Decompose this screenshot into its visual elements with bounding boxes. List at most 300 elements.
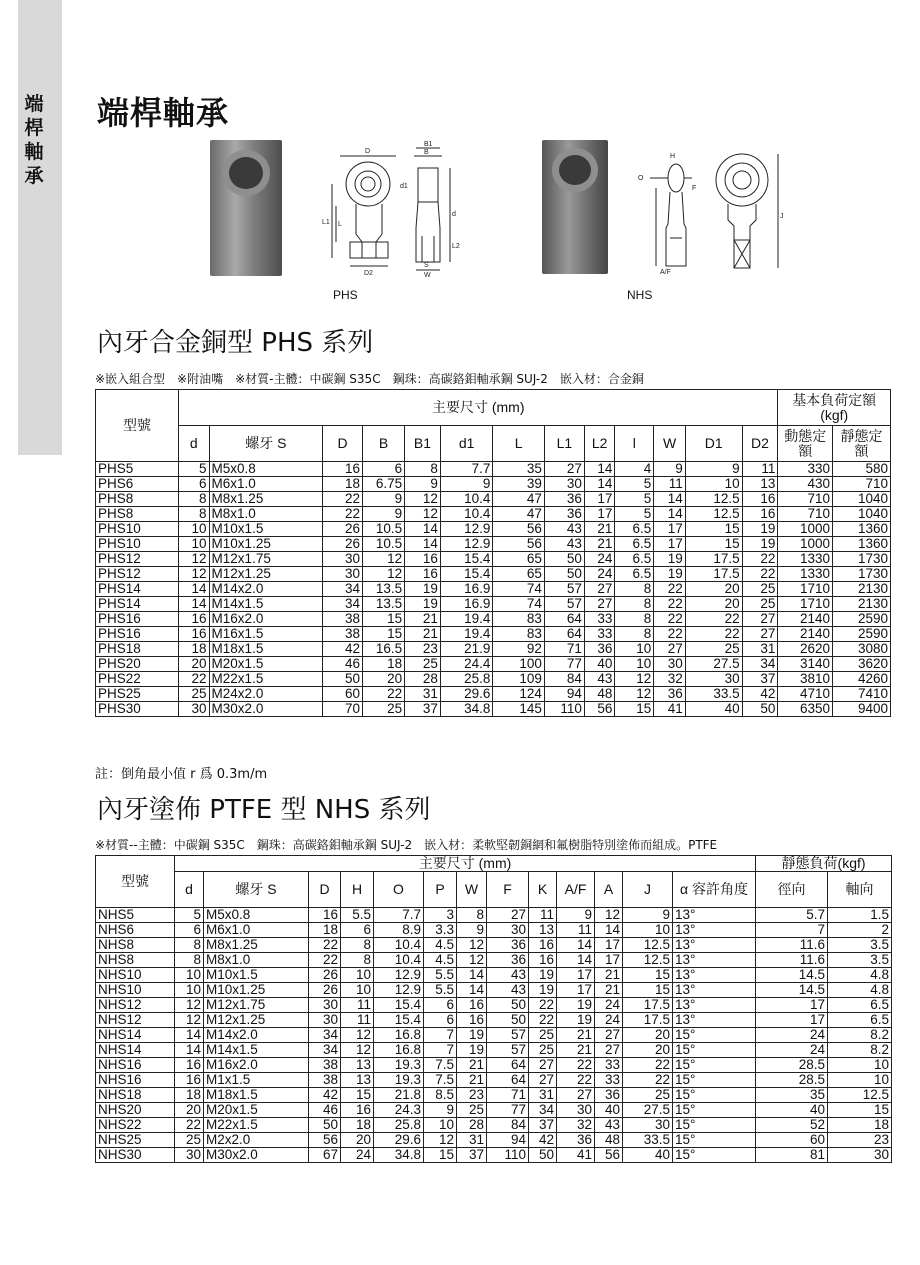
- table-cell: 9: [440, 477, 493, 492]
- table-cell: 16: [175, 1073, 204, 1088]
- table-cell: 19: [742, 522, 778, 537]
- table-cell: 5: [175, 908, 204, 923]
- phs-header-model: 型號: [96, 390, 179, 462]
- table-cell: 30: [544, 477, 584, 492]
- table-cell: 18: [179, 642, 209, 657]
- phs-footnote: 註：倒角最小值 r 爲 0.3m/m: [95, 767, 268, 782]
- table-cell: 13: [341, 1073, 374, 1088]
- table-cell: 42: [309, 1088, 341, 1103]
- table-cell: 124: [493, 687, 545, 702]
- table-cell: 22: [742, 552, 778, 567]
- table-cell: 34: [323, 582, 363, 597]
- table-cell: 1330: [778, 567, 833, 582]
- table-cell: 145: [493, 702, 545, 717]
- svg-text:W: W: [424, 272, 431, 278]
- table-cell: 43: [584, 672, 614, 687]
- table-cell: 13°: [673, 938, 756, 953]
- table-cell: 8: [341, 953, 374, 968]
- table-cell: 21.9: [440, 642, 493, 657]
- table-cell: 15: [685, 537, 742, 552]
- table-cell: 22: [557, 1073, 595, 1088]
- table-cell: 32: [654, 672, 686, 687]
- table-cell: 2140: [778, 612, 833, 627]
- table-row: [96, 507, 891, 522]
- table-cell: 18: [341, 1118, 374, 1133]
- table-cell: 16: [309, 908, 341, 923]
- table-row: [96, 998, 892, 1013]
- table-cell: M6x1.0: [204, 923, 309, 938]
- table-cell: 94: [544, 687, 584, 702]
- table-cell: 19: [654, 567, 686, 582]
- table-cell: 9: [457, 923, 487, 938]
- table-cell: 16.9: [440, 582, 493, 597]
- page-title: 端桿軸承: [97, 94, 230, 132]
- table-cell: 37: [529, 1118, 557, 1133]
- table-cell: 15: [623, 983, 673, 998]
- table-cell: 13°: [673, 983, 756, 998]
- table-cell: 17: [557, 983, 595, 998]
- table-cell: 40: [756, 1103, 828, 1118]
- table-cell: 24: [584, 552, 614, 567]
- table-cell: 16: [529, 938, 557, 953]
- table-row: [96, 1043, 892, 1058]
- nhs-col-header: D: [309, 872, 341, 908]
- table-cell: 8: [179, 507, 209, 522]
- model-cell: PHS14: [96, 582, 179, 597]
- table-cell: 20: [623, 1043, 673, 1058]
- model-cell: NHS16: [96, 1073, 175, 1088]
- table-cell: M22x1.5: [209, 672, 323, 687]
- nhs-header-dims: 主要尺寸 (mm): [175, 856, 756, 872]
- table-cell: 16.8: [374, 1028, 424, 1043]
- table-cell: 74: [493, 582, 545, 597]
- table-cell: 19: [405, 597, 441, 612]
- table-cell: 28.5: [756, 1073, 828, 1088]
- table-row: [96, 1148, 892, 1163]
- table-cell: 19: [529, 968, 557, 983]
- table-cell: 15°: [673, 1133, 756, 1148]
- table-cell: 22: [323, 507, 363, 522]
- table-cell: 19: [405, 582, 441, 597]
- table-cell: 13°: [673, 968, 756, 983]
- table-cell: 22: [685, 627, 742, 642]
- table-cell: 19: [529, 983, 557, 998]
- table-cell: 26: [323, 522, 363, 537]
- table-cell: 6: [424, 998, 457, 1013]
- table-cell: 3810: [778, 672, 833, 687]
- table-cell: 50: [323, 672, 363, 687]
- table-cell: 28.5: [756, 1058, 828, 1073]
- table-cell: 12.5: [685, 507, 742, 522]
- table-cell: 30: [623, 1118, 673, 1133]
- table-cell: 19: [654, 552, 686, 567]
- table-cell: 14: [457, 968, 487, 983]
- table-cell: M8x1.25: [209, 492, 323, 507]
- table-cell: 29.6: [374, 1133, 424, 1148]
- phs-col-header: B: [363, 426, 405, 462]
- table-cell: 17: [557, 968, 595, 983]
- table-cell: 15°: [673, 1088, 756, 1103]
- table-cell: 8.2: [828, 1028, 892, 1043]
- table-cell: 10: [623, 923, 673, 938]
- table-cell: 48: [584, 687, 614, 702]
- table-cell: 33: [584, 612, 614, 627]
- table-cell: 30: [175, 1148, 204, 1163]
- table-cell: 7410: [833, 687, 891, 702]
- table-row: [96, 582, 891, 597]
- svg-text:B: B: [424, 149, 429, 156]
- table-cell: 7: [424, 1028, 457, 1043]
- table-row: [96, 462, 891, 477]
- table-cell: 330: [778, 462, 833, 477]
- table-cell: 2130: [833, 597, 891, 612]
- svg-text:B1: B1: [424, 141, 433, 148]
- sidebar-label: 端桿軸承: [24, 93, 44, 187]
- table-cell: 14: [175, 1043, 204, 1058]
- table-cell: 25: [175, 1133, 204, 1148]
- model-cell: PHS20: [96, 657, 179, 672]
- table-cell: M8x1.25: [204, 938, 309, 953]
- phs-col-header: L: [493, 426, 545, 462]
- nhs-spec-table: [95, 855, 892, 1163]
- table-cell: 19.3: [374, 1058, 424, 1073]
- table-cell: 5: [615, 492, 654, 507]
- table-cell: 23: [457, 1088, 487, 1103]
- table-cell: 12: [424, 1133, 457, 1148]
- table-cell: 16: [175, 1058, 204, 1073]
- table-cell: 5: [179, 462, 209, 477]
- table-cell: 35: [493, 462, 545, 477]
- table-cell: 14: [179, 597, 209, 612]
- table-cell: 40: [623, 1148, 673, 1163]
- table-cell: 67: [309, 1148, 341, 1163]
- table-cell: 12: [179, 552, 209, 567]
- table-cell: 30: [323, 552, 363, 567]
- table-cell: 110: [544, 702, 584, 717]
- table-cell: 39: [493, 477, 545, 492]
- table-cell: 17.5: [685, 567, 742, 582]
- table-cell: 17: [654, 537, 686, 552]
- table-cell: 41: [557, 1148, 595, 1163]
- model-cell: NHS12: [96, 998, 175, 1013]
- table-cell: 10.4: [374, 953, 424, 968]
- table-row: [96, 968, 892, 983]
- model-cell: PHS25: [96, 687, 179, 702]
- table-cell: 2620: [778, 642, 833, 657]
- table-cell: 94: [487, 1133, 529, 1148]
- table-cell: 6.5: [615, 537, 654, 552]
- table-cell: 33: [595, 1073, 623, 1088]
- table-cell: 56: [584, 702, 614, 717]
- table-row: [96, 953, 892, 968]
- table-row: [96, 702, 891, 717]
- model-cell: NHS12: [96, 1013, 175, 1028]
- table-cell: 26: [309, 983, 341, 998]
- table-cell: 20: [685, 582, 742, 597]
- table-cell: 1710: [778, 597, 833, 612]
- table-cell: 27: [529, 1058, 557, 1073]
- table-cell: 20: [175, 1103, 204, 1118]
- table-cell: 6350: [778, 702, 833, 717]
- table-cell: 1000: [778, 537, 833, 552]
- table-cell: 100: [493, 657, 545, 672]
- table-cell: 15: [828, 1103, 892, 1118]
- svg-text:O: O: [638, 175, 644, 182]
- table-cell: 50: [309, 1118, 341, 1133]
- svg-text:S: S: [424, 262, 429, 269]
- table-cell: 22: [309, 938, 341, 953]
- table-cell: 1330: [778, 552, 833, 567]
- table-cell: 4260: [833, 672, 891, 687]
- table-cell: 710: [778, 492, 833, 507]
- table-cell: 34.8: [440, 702, 493, 717]
- table-cell: 24: [584, 567, 614, 582]
- nhs-col-header: A/F: [557, 872, 595, 908]
- table-cell: 47: [493, 492, 545, 507]
- table-cell: 15: [363, 627, 405, 642]
- model-cell: PHS10: [96, 522, 179, 537]
- table-row: [96, 983, 892, 998]
- table-cell: 22: [363, 687, 405, 702]
- table-cell: 25: [179, 687, 209, 702]
- table-cell: 20: [341, 1133, 374, 1148]
- table-cell: 40: [595, 1103, 623, 1118]
- table-row: [96, 1013, 892, 1028]
- table-cell: 2: [828, 923, 892, 938]
- table-cell: 4: [615, 462, 654, 477]
- table-cell: 14.5: [756, 968, 828, 983]
- table-cell: 8: [175, 953, 204, 968]
- table-cell: 27: [595, 1043, 623, 1058]
- svg-text:A/F: A/F: [660, 269, 671, 276]
- table-cell: 10: [615, 642, 654, 657]
- table-row: [96, 1088, 892, 1103]
- table-cell: 28: [405, 672, 441, 687]
- table-cell: 64: [487, 1058, 529, 1073]
- table-cell: 81: [756, 1148, 828, 1163]
- table-cell: 84: [487, 1118, 529, 1133]
- table-cell: 8: [615, 582, 654, 597]
- table-cell: 6: [363, 462, 405, 477]
- table-cell: 15.4: [374, 998, 424, 1013]
- table-cell: 4.8: [828, 983, 892, 998]
- table-cell: 34: [309, 1043, 341, 1058]
- table-cell: 38: [309, 1058, 341, 1073]
- table-cell: M24x2.0: [209, 687, 323, 702]
- model-cell: NHS16: [96, 1058, 175, 1073]
- model-cell: NHS14: [96, 1043, 175, 1058]
- table-cell: 31: [405, 687, 441, 702]
- table-cell: 14.5: [756, 983, 828, 998]
- table-cell: 11.6: [756, 953, 828, 968]
- table-cell: 17: [584, 507, 614, 522]
- nhs-col-header: 螺牙 S: [204, 872, 309, 908]
- table-cell: 22: [323, 492, 363, 507]
- table-cell: 5: [615, 477, 654, 492]
- table-row: [96, 522, 891, 537]
- table-cell: M10x1.25: [209, 537, 323, 552]
- table-cell: 15°: [673, 1058, 756, 1073]
- table-cell: 13: [341, 1058, 374, 1073]
- table-cell: 19.4: [440, 627, 493, 642]
- table-cell: 50: [487, 1013, 529, 1028]
- table-cell: 60: [756, 1133, 828, 1148]
- table-row: [96, 537, 891, 552]
- table-cell: 4.5: [424, 953, 457, 968]
- table-cell: 19: [457, 1043, 487, 1058]
- table-cell: 5.5: [424, 968, 457, 983]
- phs-material-note: ※嵌入組合型 ※附油嘴 ※材質-主體：中碳鋼 S35C 鋼珠：高碳鉻鉬軸承鋼 SUJ-2 嵌入材：合金銅: [95, 372, 644, 386]
- table-cell: 10: [341, 983, 374, 998]
- table-cell: M14x2.0: [209, 582, 323, 597]
- table-cell: 27.5: [623, 1103, 673, 1118]
- table-cell: 25: [529, 1028, 557, 1043]
- table-cell: 710: [833, 477, 891, 492]
- table-cell: 30: [179, 702, 209, 717]
- table-cell: 34: [529, 1103, 557, 1118]
- table-cell: 22: [654, 582, 686, 597]
- table-cell: 8.2: [828, 1043, 892, 1058]
- table-cell: 10.4: [440, 492, 493, 507]
- table-cell: 27: [544, 462, 584, 477]
- model-cell: PHS8: [96, 492, 179, 507]
- table-cell: 27.5: [685, 657, 742, 672]
- table-cell: 12: [405, 507, 441, 522]
- phs-col-header: W: [654, 426, 686, 462]
- table-cell: 25: [623, 1088, 673, 1103]
- table-cell: 24: [595, 1013, 623, 1028]
- table-row: [96, 923, 892, 938]
- table-cell: 13.5: [363, 582, 405, 597]
- table-cell: 43: [544, 537, 584, 552]
- table-cell: 7: [424, 1043, 457, 1058]
- table-cell: 1360: [833, 522, 891, 537]
- table-cell: 7.7: [374, 908, 424, 923]
- table-cell: 27: [595, 1028, 623, 1043]
- table-cell: 20: [363, 672, 405, 687]
- nhs-section-title: 內牙塗佈 PTFE 型 NHS 系列: [97, 795, 431, 825]
- table-cell: 15°: [673, 1103, 756, 1118]
- table-cell: 57: [487, 1028, 529, 1043]
- table-cell: 41: [654, 702, 686, 717]
- table-cell: 13°: [673, 1013, 756, 1028]
- table-cell: 21: [557, 1043, 595, 1058]
- table-cell: 65: [493, 552, 545, 567]
- table-cell: 30: [309, 998, 341, 1013]
- table-cell: 36: [654, 687, 686, 702]
- table-cell: 57: [544, 582, 584, 597]
- table-cell: M8x1.0: [209, 507, 323, 522]
- table-cell: 27: [742, 612, 778, 627]
- table-cell: 64: [487, 1073, 529, 1088]
- table-cell: 13.5: [363, 597, 405, 612]
- table-cell: 22: [623, 1073, 673, 1088]
- table-row: [96, 1058, 892, 1073]
- table-cell: M20x1.5: [209, 657, 323, 672]
- table-cell: 18: [828, 1118, 892, 1133]
- table-cell: M22x1.5: [204, 1118, 309, 1133]
- table-cell: 6: [175, 923, 204, 938]
- table-cell: 9: [685, 462, 742, 477]
- table-cell: 10: [828, 1073, 892, 1088]
- svg-text:D2: D2: [364, 270, 373, 277]
- table-cell: 50: [544, 552, 584, 567]
- table-cell: 12: [457, 938, 487, 953]
- table-cell: 34: [742, 657, 778, 672]
- table-cell: 10.5: [363, 522, 405, 537]
- table-cell: M14x2.0: [204, 1028, 309, 1043]
- table-cell: 14: [405, 537, 441, 552]
- table-cell: 17: [756, 1013, 828, 1028]
- table-cell: 10: [424, 1118, 457, 1133]
- table-cell: 1730: [833, 552, 891, 567]
- table-cell: 15°: [673, 1073, 756, 1088]
- table-cell: 6.5: [615, 567, 654, 582]
- table-cell: 20: [685, 597, 742, 612]
- table-cell: 10: [341, 968, 374, 983]
- table-cell: 43: [487, 968, 529, 983]
- table-cell: 71: [544, 642, 584, 657]
- table-cell: 15.4: [440, 567, 493, 582]
- table-cell: 10.4: [440, 507, 493, 522]
- table-cell: 30: [828, 1148, 892, 1163]
- table-cell: M6x1.0: [209, 477, 323, 492]
- table-cell: 74: [493, 597, 545, 612]
- table-cell: 6.75: [363, 477, 405, 492]
- table-cell: 11: [742, 462, 778, 477]
- table-cell: 40: [685, 702, 742, 717]
- table-cell: 5.5: [424, 983, 457, 998]
- table-cell: 16: [179, 627, 209, 642]
- table-cell: 57: [544, 597, 584, 612]
- table-cell: 15°: [673, 1028, 756, 1043]
- table-cell: 8.5: [424, 1088, 457, 1103]
- nhs-header-model: 型號: [96, 856, 175, 908]
- nhs-col-header: F: [487, 872, 529, 908]
- table-row: [96, 552, 891, 567]
- table-cell: 36: [584, 642, 614, 657]
- phs-col-header: D: [323, 426, 363, 462]
- table-cell: 27: [557, 1088, 595, 1103]
- table-cell: 30: [309, 1013, 341, 1028]
- table-cell: 25: [685, 642, 742, 657]
- table-cell: 32: [557, 1118, 595, 1133]
- table-cell: 12: [405, 492, 441, 507]
- table-cell: 14: [175, 1028, 204, 1043]
- table-cell: 7: [756, 923, 828, 938]
- table-cell: 12: [615, 672, 654, 687]
- table-row: [96, 477, 891, 492]
- table-cell: 30: [654, 657, 686, 672]
- table-cell: 17.5: [685, 552, 742, 567]
- table-cell: 15: [615, 702, 654, 717]
- table-cell: 1730: [833, 567, 891, 582]
- phs-col-header: B1: [405, 426, 441, 462]
- table-cell: 7.5: [424, 1058, 457, 1073]
- table-cell: 10: [828, 1058, 892, 1073]
- table-row: [96, 1028, 892, 1043]
- table-cell: 8: [615, 597, 654, 612]
- table-cell: M20x1.5: [204, 1103, 309, 1118]
- table-cell: 36: [544, 492, 584, 507]
- table-cell: 15.4: [440, 552, 493, 567]
- table-cell: 15: [623, 968, 673, 983]
- table-cell: 16.5: [363, 642, 405, 657]
- table-cell: 6.5: [828, 1013, 892, 1028]
- table-cell: 37: [457, 1148, 487, 1163]
- table-cell: 21: [457, 1073, 487, 1088]
- table-cell: 16: [457, 998, 487, 1013]
